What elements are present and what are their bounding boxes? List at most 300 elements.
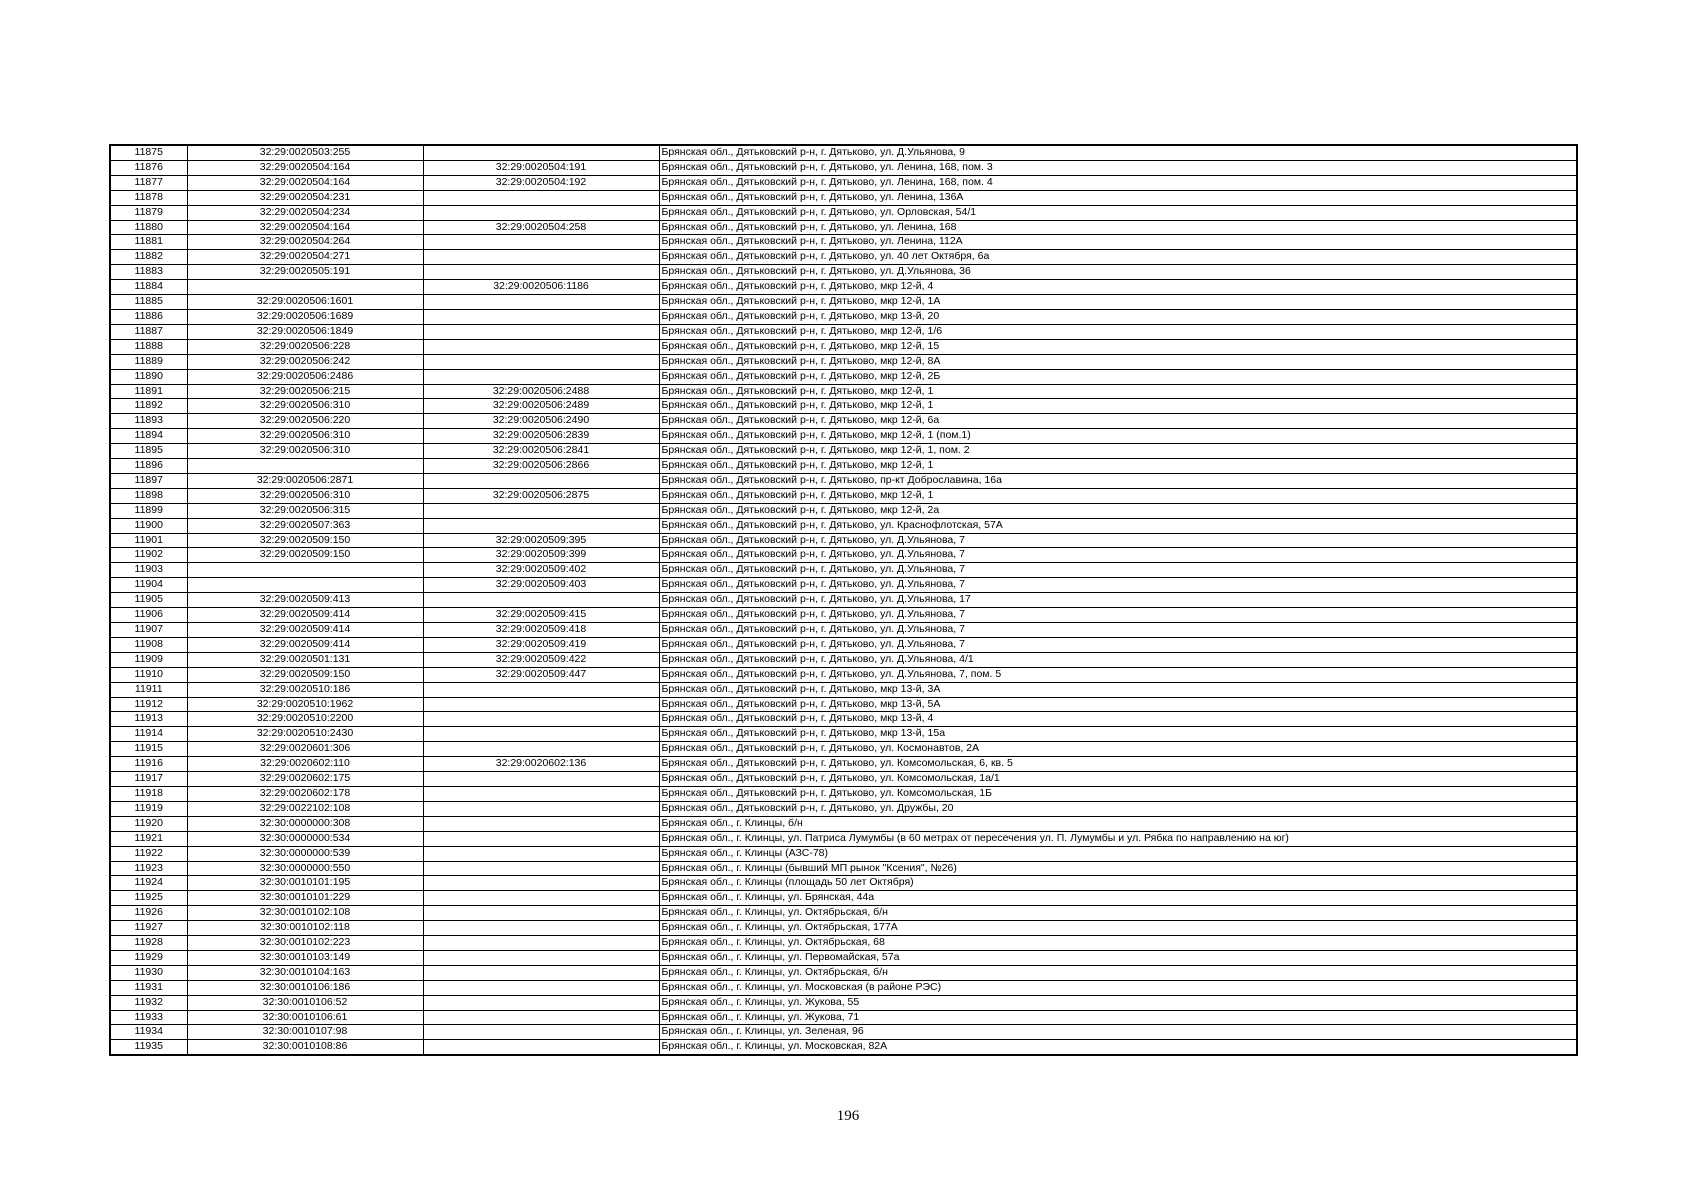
linked-cadastral-number-cell: 32:29:0020509:418 — [423, 623, 659, 638]
cadastral-number-cell: 32:30:0010102:118 — [187, 921, 423, 936]
row-number-cell: 11889 — [110, 354, 187, 369]
row-number-cell: 11882 — [110, 250, 187, 265]
address-cell: Брянская обл., г. Клинцы, ул. Патриса Лумумбы (в 60 метрах от пересечения ул. П. Лумумбы и ул. Рябка по направлению на юг) — [659, 831, 1577, 846]
cadastral-number-cell: 32:29:0020507:363 — [187, 518, 423, 533]
table-row — [110, 623, 1577, 638]
address-cell: Брянская обл., Дятьковский р-н, г. Дятьково, ул. Орловская, 54/1 — [659, 205, 1577, 220]
table-row — [110, 906, 1577, 921]
table-row — [110, 742, 1577, 757]
cadastral-number-cell: 32:30:0000000:308 — [187, 816, 423, 831]
cadastral-number-cell: 32:30:0000000:534 — [187, 831, 423, 846]
cadastral-number-cell: 32:29:0020506:2871 — [187, 473, 423, 488]
row-number-cell: 11893 — [110, 414, 187, 429]
linked-cadastral-number-cell — [423, 965, 659, 980]
row-number-cell: 11909 — [110, 652, 187, 667]
table-row — [110, 190, 1577, 205]
row-number-cell: 11927 — [110, 921, 187, 936]
cadastral-number-cell: 32:29:0020503:255 — [187, 145, 423, 160]
cadastral-number-cell: 32:29:0020509:414 — [187, 637, 423, 652]
address-cell: Брянская обл., Дятьковский р-н, г. Дятьково, мкр 12-й, 1 — [659, 384, 1577, 399]
table-row — [110, 160, 1577, 175]
linked-cadastral-number-cell — [423, 786, 659, 801]
row-number-cell: 11881 — [110, 235, 187, 250]
row-number-cell: 11913 — [110, 712, 187, 727]
cadastral-number-cell: 32:30:0010106:61 — [187, 1010, 423, 1025]
cadastral-number-cell: 32:29:0020510:1962 — [187, 697, 423, 712]
table-row — [110, 652, 1577, 667]
table-row — [110, 295, 1577, 310]
linked-cadastral-number-cell — [423, 727, 659, 742]
linked-cadastral-number-cell — [423, 1010, 659, 1025]
row-number-cell: 11894 — [110, 429, 187, 444]
linked-cadastral-number-cell: 32:29:0020509:415 — [423, 608, 659, 623]
row-number-cell: 11934 — [110, 1025, 187, 1040]
address-cell: Брянская обл., Дятьковский р-н, г. Дятьково, ул. Д.Ульянова, 7 — [659, 623, 1577, 638]
linked-cadastral-number-cell: 32:29:0020509:419 — [423, 637, 659, 652]
address-cell: Брянская обл., Дятьковский р-н, г. Дятьково, мкр 12-й, 1 (пом.1) — [659, 429, 1577, 444]
row-number-cell: 11911 — [110, 682, 187, 697]
address-cell: Брянская обл., Дятьковский р-н, г. Дятьково, мкр 12-й, 6а — [659, 414, 1577, 429]
address-cell: Брянская обл., г. Клинцы, б/н — [659, 816, 1577, 831]
linked-cadastral-number-cell — [423, 235, 659, 250]
linked-cadastral-number-cell: 32:29:0020504:258 — [423, 220, 659, 235]
table-row — [110, 518, 1577, 533]
linked-cadastral-number-cell — [423, 906, 659, 921]
address-cell: Брянская обл., Дятьковский р-н, г. Дятьково, мкр 12-й, 1/6 — [659, 324, 1577, 339]
table-row — [110, 697, 1577, 712]
table-row — [110, 250, 1577, 265]
row-number-cell: 11930 — [110, 965, 187, 980]
table-row — [110, 1010, 1577, 1025]
row-number-cell: 11908 — [110, 637, 187, 652]
table-row — [110, 831, 1577, 846]
cadastral-number-cell: 32:29:0020509:150 — [187, 667, 423, 682]
linked-cadastral-number-cell — [423, 503, 659, 518]
row-number-cell: 11920 — [110, 816, 187, 831]
row-number-cell: 11926 — [110, 906, 187, 921]
table-row — [110, 548, 1577, 563]
row-number-cell: 11879 — [110, 205, 187, 220]
linked-cadastral-number-cell: 32:29:0020506:2875 — [423, 488, 659, 503]
address-cell: Брянская обл., г. Клинцы, ул. Зеленая, 96 — [659, 1025, 1577, 1040]
row-number-cell: 11897 — [110, 473, 187, 488]
table-row — [110, 667, 1577, 682]
linked-cadastral-number-cell — [423, 473, 659, 488]
cadastral-number-cell: 32:29:0020506:2486 — [187, 369, 423, 384]
address-cell: Брянская обл., Дятьковский р-н, г. Дятьково, ул. Ленина, 112А — [659, 235, 1577, 250]
address-cell: Брянская обл., Дятьковский р-н, г. Дятьково, ул. Д.Ульянова, 7 — [659, 578, 1577, 593]
cadastral-number-cell: 32:30:0010106:52 — [187, 995, 423, 1010]
linked-cadastral-number-cell — [423, 772, 659, 787]
table-row — [110, 473, 1577, 488]
linked-cadastral-number-cell: 32:29:0020506:2841 — [423, 444, 659, 459]
linked-cadastral-number-cell: 32:29:0020506:1186 — [423, 280, 659, 295]
linked-cadastral-number-cell: 32:29:0020506:2839 — [423, 429, 659, 444]
address-cell: Брянская обл., г. Клинцы, ул. Октябрьская, б/н — [659, 906, 1577, 921]
row-number-cell: 11898 — [110, 488, 187, 503]
cadastral-number-cell: 32:29:0020506:228 — [187, 339, 423, 354]
linked-cadastral-number-cell: 32:29:0020509:395 — [423, 533, 659, 548]
linked-cadastral-number-cell — [423, 145, 659, 160]
row-number-cell: 11916 — [110, 757, 187, 772]
row-number-cell: 11906 — [110, 608, 187, 623]
address-cell: Брянская обл., г. Клинцы, ул. Первомайская, 57а — [659, 950, 1577, 965]
linked-cadastral-number-cell — [423, 369, 659, 384]
table-row — [110, 995, 1577, 1010]
table-row — [110, 637, 1577, 652]
table-row — [110, 444, 1577, 459]
cadastral-number-cell: 32:29:0020506:215 — [187, 384, 423, 399]
cadastral-number-cell: 32:30:0010102:108 — [187, 906, 423, 921]
cadastral-number-cell: 32:29:0020504:271 — [187, 250, 423, 265]
row-number-cell: 11917 — [110, 772, 187, 787]
linked-cadastral-number-cell — [423, 354, 659, 369]
cadastral-number-cell: 32:29:0020505:191 — [187, 265, 423, 280]
cadastral-number-cell: 32:29:0020506:1601 — [187, 295, 423, 310]
row-number-cell: 11907 — [110, 623, 187, 638]
address-cell: Брянская обл., Дятьковский р-н, г. Дятьково, ул. Космонавтов, 2А — [659, 742, 1577, 757]
address-cell: Брянская обл., г. Клинцы, ул. Жукова, 71 — [659, 1010, 1577, 1025]
row-number-cell: 11883 — [110, 265, 187, 280]
row-number-cell: 11891 — [110, 384, 187, 399]
cadastral-number-cell: 32:29:0020602:110 — [187, 757, 423, 772]
cadastral-number-cell: 32:29:0020509:150 — [187, 548, 423, 563]
address-cell: Брянская обл., Дятьковский р-н, г. Дятьково, ул. Д.Ульянова, 7 — [659, 563, 1577, 578]
linked-cadastral-number-cell — [423, 861, 659, 876]
linked-cadastral-number-cell — [423, 742, 659, 757]
linked-cadastral-number-cell: 32:29:0020602:136 — [423, 757, 659, 772]
cadastral-number-cell: 32:29:0020509:413 — [187, 593, 423, 608]
cadastral-number-cell: 32:30:0010102:223 — [187, 936, 423, 951]
row-number-cell: 11884 — [110, 280, 187, 295]
linked-cadastral-number-cell: 32:29:0020509:403 — [423, 578, 659, 593]
cadastral-number-cell: 32:29:0020509:414 — [187, 608, 423, 623]
address-cell: Брянская обл., г. Клинцы, ул. Жукова, 55 — [659, 995, 1577, 1010]
address-cell: Брянская обл., г. Клинцы (бывший МП рынок "Ксения", №26) — [659, 861, 1577, 876]
address-cell: Брянская обл., Дятьковский р-н, г. Дятьково, ул. Д.Ульянова, 36 — [659, 265, 1577, 280]
address-cell: Брянская обл., Дятьковский р-н, г. Дятьково, ул. Краснофлотская, 57А — [659, 518, 1577, 533]
address-cell: Брянская обл., Дятьковский р-н, г. Дятьково, мкр 12-й, 8А — [659, 354, 1577, 369]
table-row — [110, 503, 1577, 518]
table-row — [110, 145, 1577, 160]
linked-cadastral-number-cell — [423, 816, 659, 831]
address-cell: Брянская обл., Дятьковский р-н, г. Дятьково, ул. Д.Ульянова, 9 — [659, 145, 1577, 160]
cadastral-number-cell: 32:30:0010107:98 — [187, 1025, 423, 1040]
linked-cadastral-number-cell — [423, 712, 659, 727]
cadastral-number-cell: 32:29:0020506:242 — [187, 354, 423, 369]
cadastral-number-cell: 32:29:0020506:1849 — [187, 324, 423, 339]
address-cell: Брянская обл., Дятьковский р-н, г. Дятьково, ул. Комсомольская, 6, кв. 5 — [659, 757, 1577, 772]
row-number-cell: 11918 — [110, 786, 187, 801]
linked-cadastral-number-cell — [423, 265, 659, 280]
cadastral-number-cell: 32:29:0020504:164 — [187, 220, 423, 235]
cadastral-number-cell: 32:29:0020506:310 — [187, 399, 423, 414]
linked-cadastral-number-cell: 32:29:0020509:402 — [423, 563, 659, 578]
table-row — [110, 533, 1577, 548]
cadastral-number-cell: 32:29:0020504:231 — [187, 190, 423, 205]
address-cell: Брянская обл., Дятьковский р-н, г. Дятьково, ул. Д.Ульянова, 7 — [659, 533, 1577, 548]
cadastral-number-cell: 32:30:0010101:195 — [187, 876, 423, 891]
address-cell: Брянская обл., г. Клинцы, ул. Московская, 82А — [659, 1040, 1577, 1055]
table-row — [110, 205, 1577, 220]
cadastral-number-cell: 32:30:0010106:186 — [187, 980, 423, 995]
cadastral-number-cell: 32:29:0020601:306 — [187, 742, 423, 757]
linked-cadastral-number-cell: 32:29:0020506:2488 — [423, 384, 659, 399]
row-number-cell: 11903 — [110, 563, 187, 578]
cadastral-number-cell — [187, 563, 423, 578]
linked-cadastral-number-cell: 32:29:0020509:422 — [423, 652, 659, 667]
row-number-cell: 11880 — [110, 220, 187, 235]
cadastral-number-cell: 32:29:0020504:164 — [187, 160, 423, 175]
linked-cadastral-number-cell — [423, 995, 659, 1010]
table-row — [110, 399, 1577, 414]
cadastral-number-cell: 32:29:0022102:108 — [187, 801, 423, 816]
row-number-cell: 11931 — [110, 980, 187, 995]
linked-cadastral-number-cell — [423, 593, 659, 608]
linked-cadastral-number-cell — [423, 295, 659, 310]
table-row — [110, 757, 1577, 772]
table-row — [110, 220, 1577, 235]
cadastral-number-cell: 32:29:0020504:234 — [187, 205, 423, 220]
address-cell: Брянская обл., г. Клинцы, ул. Октябрьская, 177А — [659, 921, 1577, 936]
linked-cadastral-number-cell — [423, 697, 659, 712]
row-number-cell: 11877 — [110, 175, 187, 190]
row-number-cell: 11892 — [110, 399, 187, 414]
cadastral-number-cell: 32:29:0020504:164 — [187, 175, 423, 190]
row-number-cell: 11922 — [110, 846, 187, 861]
row-number-cell: 11876 — [110, 160, 187, 175]
row-number-cell: 11929 — [110, 950, 187, 965]
address-cell: Брянская обл., Дятьковский р-н, г. Дятьково, ул. Д.Ульянова, 7 — [659, 637, 1577, 652]
table-row — [110, 921, 1577, 936]
address-cell: Брянская обл., Дятьковский р-н, г. Дятьково, ул. Ленина, 168, пом. 3 — [659, 160, 1577, 175]
address-cell: Брянская обл., Дятьковский р-н, г. Дятьково, мкр 13-й, 4 — [659, 712, 1577, 727]
row-number-cell: 11935 — [110, 1040, 187, 1055]
row-number-cell: 11923 — [110, 861, 187, 876]
row-number-cell: 11887 — [110, 324, 187, 339]
address-cell: Брянская обл., Дятьковский р-н, г. Дятьково, мкр 12-й, 15 — [659, 339, 1577, 354]
cadastral-number-cell: 32:29:0020506:310 — [187, 488, 423, 503]
address-cell: Брянская обл., Дятьковский р-н, г. Дятьково, ул. Д.Ульянова, 7, пом. 5 — [659, 667, 1577, 682]
page-number: 196 — [836, 1108, 860, 1124]
address-cell: Брянская обл., Дятьковский р-н, г. Дятьково, мкр 13-й, 5А — [659, 697, 1577, 712]
address-cell: Брянская обл., г. Клинцы, ул. Московская (в районе РЭС) — [659, 980, 1577, 995]
cadastral-number-cell — [187, 280, 423, 295]
linked-cadastral-number-cell — [423, 891, 659, 906]
table-row — [110, 1040, 1577, 1055]
address-cell: Брянская обл., Дятьковский р-н, г. Дятьково, мкр 12-й, 1 — [659, 399, 1577, 414]
table-row — [110, 414, 1577, 429]
address-cell: Брянская обл., Дятьковский р-н, г. Дятьково, ул. Комсомольская, 1а/1 — [659, 772, 1577, 787]
address-cell: Брянская обл., Дятьковский р-н, г. Дятьково, ул. Ленина, 168, пом. 4 — [659, 175, 1577, 190]
table-row — [110, 235, 1577, 250]
table-row — [110, 339, 1577, 354]
row-number-cell: 11914 — [110, 727, 187, 742]
cadastral-number-cell: 32:30:0000000:539 — [187, 846, 423, 861]
address-cell: Брянская обл., Дятьковский р-н, г. Дятьково, ул. Комсомольская, 1Б — [659, 786, 1577, 801]
linked-cadastral-number-cell — [423, 1040, 659, 1055]
linked-cadastral-number-cell — [423, 950, 659, 965]
address-cell: Брянская обл., Дятьковский р-н, г. Дятьково, ул. Д.Ульянова, 17 — [659, 593, 1577, 608]
linked-cadastral-number-cell: 32:29:0020504:192 — [423, 175, 659, 190]
row-number-cell: 11875 — [110, 145, 187, 160]
cadastral-number-cell: 32:30:0010108:86 — [187, 1040, 423, 1055]
row-number-cell: 11912 — [110, 697, 187, 712]
address-cell: Брянская обл., Дятьковский р-н, г. Дятьково, ул. Ленина, 136А — [659, 190, 1577, 205]
linked-cadastral-number-cell — [423, 1025, 659, 1040]
table-row — [110, 786, 1577, 801]
table-row — [110, 578, 1577, 593]
linked-cadastral-number-cell — [423, 801, 659, 816]
linked-cadastral-number-cell — [423, 324, 659, 339]
address-cell: Брянская обл., Дятьковский р-н, г. Дятьково, мкр 12-й, 1, пом. 2 — [659, 444, 1577, 459]
row-number-cell: 11915 — [110, 742, 187, 757]
cadastral-number-cell: 32:29:0020501:131 — [187, 652, 423, 667]
address-cell: Брянская обл., г. Клинцы, ул. Октябрьская, 68 — [659, 936, 1577, 951]
address-cell: Брянская обл., Дятьковский р-н, г. Дятьково, мкр 13-й, 3А — [659, 682, 1577, 697]
linked-cadastral-number-cell — [423, 518, 659, 533]
linked-cadastral-number-cell — [423, 876, 659, 891]
cadastral-number-cell: 32:30:0010101:229 — [187, 891, 423, 906]
row-number-cell: 11919 — [110, 801, 187, 816]
address-cell: Брянская обл., Дятьковский р-н, г. Дятьково, мкр 12-й, 1 — [659, 459, 1577, 474]
linked-cadastral-number-cell: 32:29:0020509:399 — [423, 548, 659, 563]
address-cell: Брянская обл., Дятьковский р-н, г. Дятьково, ул. Дружбы, 20 — [659, 801, 1577, 816]
linked-cadastral-number-cell: 32:29:0020506:2489 — [423, 399, 659, 414]
table-row — [110, 488, 1577, 503]
cadastral-number-cell: 32:30:0010103:149 — [187, 950, 423, 965]
address-cell: Брянская обл., Дятьковский р-н, г. Дятьково, ул. 40 лет Октября, 6а — [659, 250, 1577, 265]
row-number-cell: 11905 — [110, 593, 187, 608]
row-number-cell: 11886 — [110, 309, 187, 324]
cadastral-number-cell: 32:29:0020506:310 — [187, 444, 423, 459]
cadastral-number-cell: 32:30:0000000:550 — [187, 861, 423, 876]
table-row — [110, 772, 1577, 787]
linked-cadastral-number-cell — [423, 339, 659, 354]
address-cell: Брянская обл., Дятьковский р-н, г. Дятьково, ул. Д.Ульянова, 4/1 — [659, 652, 1577, 667]
cadastral-number-cell: 32:29:0020602:175 — [187, 772, 423, 787]
row-number-cell: 11924 — [110, 876, 187, 891]
table-row — [110, 309, 1577, 324]
registry-table — [109, 144, 1578, 1056]
row-number-cell: 11899 — [110, 503, 187, 518]
address-cell: Брянская обл., г. Клинцы, ул. Брянская, 44а — [659, 891, 1577, 906]
linked-cadastral-number-cell: 32:29:0020509:447 — [423, 667, 659, 682]
cadastral-number-cell: 32:29:0020510:2430 — [187, 727, 423, 742]
row-number-cell: 11878 — [110, 190, 187, 205]
cadastral-number-cell: 32:29:0020504:264 — [187, 235, 423, 250]
row-number-cell: 11895 — [110, 444, 187, 459]
row-number-cell: 11928 — [110, 936, 187, 951]
cadastral-number-cell: 32:29:0020602:178 — [187, 786, 423, 801]
row-number-cell: 11932 — [110, 995, 187, 1010]
cadastral-number-cell: 32:29:0020509:414 — [187, 623, 423, 638]
row-number-cell: 11933 — [110, 1010, 187, 1025]
cadastral-number-cell: 32:29:0020509:150 — [187, 533, 423, 548]
cadastral-number-cell: 32:29:0020506:1689 — [187, 309, 423, 324]
table-row — [110, 324, 1577, 339]
table-row — [110, 682, 1577, 697]
address-cell: Брянская обл., г. Клинцы (площадь 50 лет Октября) — [659, 876, 1577, 891]
row-number-cell: 11885 — [110, 295, 187, 310]
linked-cadastral-number-cell: 32:29:0020506:2490 — [423, 414, 659, 429]
row-number-cell: 11901 — [110, 533, 187, 548]
table-row — [110, 980, 1577, 995]
row-number-cell: 11890 — [110, 369, 187, 384]
row-number-cell: 11910 — [110, 667, 187, 682]
address-cell: Брянская обл., Дятьковский р-н, г. Дятьково, мкр 13-й, 20 — [659, 309, 1577, 324]
table-row — [110, 727, 1577, 742]
linked-cadastral-number-cell — [423, 205, 659, 220]
linked-cadastral-number-cell — [423, 190, 659, 205]
linked-cadastral-number-cell: 32:29:0020506:2866 — [423, 459, 659, 474]
address-cell: Брянская обл., Дятьковский р-н, г. Дятьково, мкр 12-й, 1А — [659, 295, 1577, 310]
table-row — [110, 280, 1577, 295]
table-row — [110, 429, 1577, 444]
row-number-cell: 11904 — [110, 578, 187, 593]
linked-cadastral-number-cell — [423, 682, 659, 697]
address-cell: Брянская обл., г. Клинцы (АЗС-78) — [659, 846, 1577, 861]
table-row — [110, 891, 1577, 906]
table-row — [110, 593, 1577, 608]
row-number-cell: 11900 — [110, 518, 187, 533]
cadastral-number-cell — [187, 459, 423, 474]
address-cell: Брянская обл., Дятьковский р-н, г. Дятьково, ул. Ленина, 168 — [659, 220, 1577, 235]
address-cell: Брянская обл., Дятьковский р-н, г. Дятьково, мкр 12-й, 1 — [659, 488, 1577, 503]
linked-cadastral-number-cell: 32:29:0020504:191 — [423, 160, 659, 175]
cadastral-number-cell: 32:29:0020506:315 — [187, 503, 423, 518]
linked-cadastral-number-cell — [423, 846, 659, 861]
row-number-cell: 11902 — [110, 548, 187, 563]
cadastral-number-cell: 32:29:0020510:186 — [187, 682, 423, 697]
table-row — [110, 369, 1577, 384]
cadastral-number-cell: 32:29:0020510:2200 — [187, 712, 423, 727]
table-row — [110, 1025, 1577, 1040]
table-row — [110, 876, 1577, 891]
table-row — [110, 608, 1577, 623]
address-cell: Брянская обл., Дятьковский р-н, г. Дятьково, ул. Д.Ульянова, 7 — [659, 608, 1577, 623]
table-row — [110, 816, 1577, 831]
row-number-cell: 11925 — [110, 891, 187, 906]
address-cell: Брянская обл., Дятьковский р-н, г. Дятьково, мкр 12-й, 2Б — [659, 369, 1577, 384]
table-row — [110, 459, 1577, 474]
table-row — [110, 965, 1577, 980]
table-row — [110, 846, 1577, 861]
table-row — [110, 950, 1577, 965]
cadastral-number-cell — [187, 578, 423, 593]
address-cell: Брянская обл., Дятьковский р-н, г. Дятьково, мкр 12-й, 2а — [659, 503, 1577, 518]
table-row — [110, 801, 1577, 816]
address-cell: Брянская обл., Дятьковский р-н, г. Дятьково, мкр 13-й, 15а — [659, 727, 1577, 742]
address-cell: Брянская обл., г. Клинцы, ул. Октябрьская, б/н — [659, 965, 1577, 980]
registry-table-body — [110, 145, 1577, 1055]
table-row — [110, 384, 1577, 399]
row-number-cell: 11921 — [110, 831, 187, 846]
address-cell: Брянская обл., Дятьковский р-н, г. Дятьково, пр-кт Доброславина, 16а — [659, 473, 1577, 488]
linked-cadastral-number-cell — [423, 921, 659, 936]
table-row — [110, 712, 1577, 727]
table-row — [110, 861, 1577, 876]
cadastral-number-cell: 32:30:0010104:163 — [187, 965, 423, 980]
table-row — [110, 354, 1577, 369]
linked-cadastral-number-cell — [423, 936, 659, 951]
table-row — [110, 265, 1577, 280]
table-row — [110, 175, 1577, 190]
row-number-cell: 11888 — [110, 339, 187, 354]
linked-cadastral-number-cell — [423, 309, 659, 324]
table-row — [110, 936, 1577, 951]
row-number-cell: 11896 — [110, 459, 187, 474]
